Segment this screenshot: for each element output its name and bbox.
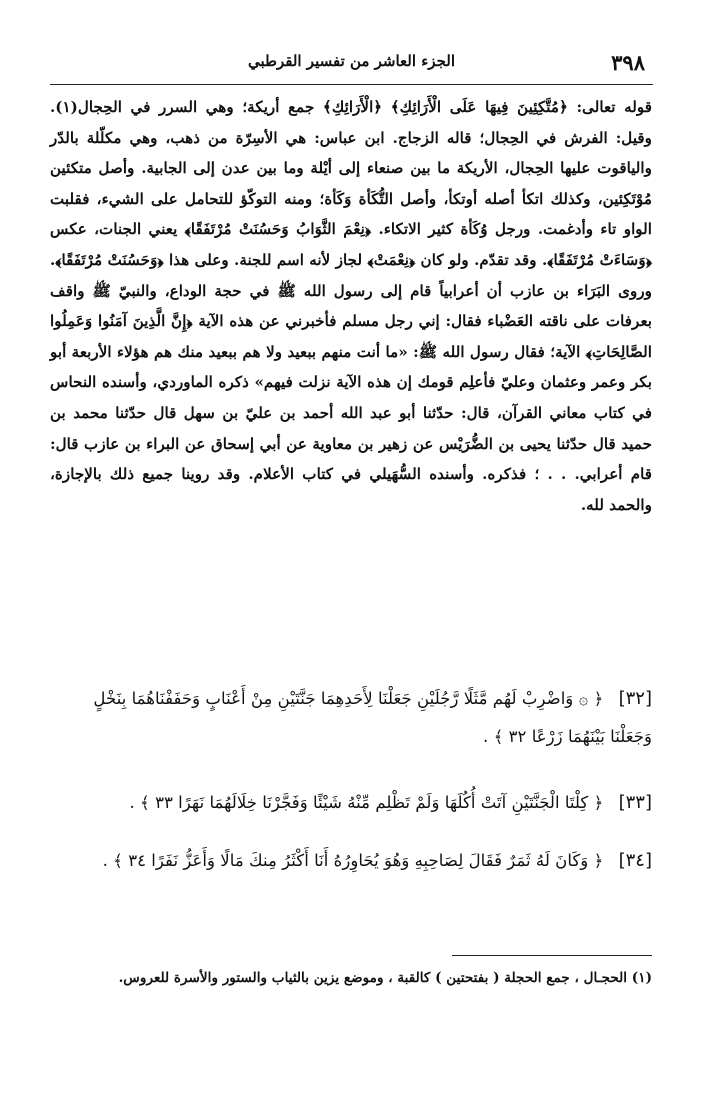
verse-number: [٣٣]	[618, 792, 652, 813]
page-header	[50, 44, 653, 85]
footnote: (١) الحجـال ، جمع الحجلة ( بفتحتين ) كالقبة ، وموضع يزين بالثياب والستور والأسرة للعروس.	[118, 970, 652, 986]
verse-number: [٣٢]	[618, 688, 652, 709]
verse-34	[58, 842, 652, 880]
footnote-divider	[452, 955, 652, 956]
running-title: الجزء العاشر من تفسير القرطبي	[248, 52, 455, 70]
page-number: ٣٩٨	[611, 50, 645, 75]
verse-text: ﴿ وَكَانَ لَهُ ثَمَرٌ فَقَالَ لِصَاحِبِهِ وَهُوَ يُحَاوِرُهُ أَنَا أَكْثَرُ مِنكَ مَالًا وَأَعَزُّ نَفَرًا ٣٤ ﴾ .	[102, 851, 604, 870]
verse-32	[58, 680, 652, 756]
verse-number: [٣٤]	[618, 850, 652, 871]
verse-33	[58, 784, 652, 822]
verse-text: ﴿ كِلْتَا الْجَنَّتَيْنِ آتَتْ أُكُلَهَا وَلَمْ تَظْلِم مِّنْهُ شَيْئًا وَفَجَّرْنَا خِلَالَهُمَا نَهَرًا ٣٣ ﴾ .	[129, 793, 604, 812]
commentary-paragraph: قوله تعالى: ﴿مُتَّكِئِينَ فِيهَا عَلَى الْأَرَائِكِ﴾ ﴿الْأَرَائِكِ﴾ جمع أريكة؛ وهي السرر في الحِجال(١). وقيل: الفرش في الحِجال؛ قاله الزجاج. ابن عباس: هي الأسِرّة من ذهب، وهي مكلّلة بالدّر والياقوت عليها الحِجال، الأريكة ما بين صنعاء إلى أيْلة وما بين عدن إلى الجابية. وأصل متكئين مُوْتَكِئين، وكذلك اتكأ أصله أوتكأ، وأصل التُّكَأة وَكَأة؛ ومنه التوكّؤ للتحامل على الشيء، فقلبت الواو تاء وأدغمت. ورجل وُكَأة كثير الاتكاء. ﴿نِعْمَ الثَّوَابُ وَحَسُنَتْ مُرْتَفَقًا﴾ يعني الجنات، عكس ﴿وَسَاءَتْ مُرْتَفَقًا﴾. وقد تقدّم. ولو كان ﴿نِعْمَتْ﴾ لجاز لأنه اسم للجنة. وعلى هذا ﴿وَحَسُنَتْ مُرْتَفَقًا﴾. وروى البَرَاء بن عازب أن أعرابياً قام إلى رسول الله ﷺ في حجة الوداع، والنبيّ ﷺ واقف بعرفات على ناقته العَضْباء فقال: إني رجل مسلم فأخبرني عن هذه الآية ﴿إِنَّ الَّذِينَ آمَنُوا وَعَمِلُوا الصَّالِحَاتِ﴾ الآية؛ فقال رسول الله ﷺ: «ما أنت منهم ببعيد ولا هم ببعيد منك هم هؤلاء الأربعة أبو بكر وعمر وعثمان وعليّ فأعلِم قومك إن هذه الآية نزلت فيهم» ذكره الماوردي، وأسنده النحاس في كتاب معاني القرآن، قال: حدّثنا أبو عبد الله أحمد بن عليّ بن سهل قال حدّثنا محمد بن حميد قال حدّثنا يحيى بن الضُّرَيْس عن زهير بن معاوية عن أبي إسحاق عن البراء بن عازب قال: قام أعرابي. . . ؛ فذكره. وأسنده السُّهَيلي في كتاب الأعلام. وقد روينا جميع ذلك بالإجازة، والحمد لله.	[50, 98, 652, 514]
verse-text: ﴿ ۞ وَاضْرِبْ لَهُم مَّثَلًا رَّجُلَيْنِ جَعَلْنَا لِأَحَدِهِمَا جَنَّتَيْنِ مِنْ أَعْنَابٍ وَحَفَفْنَاهُمَا بِنَخْلٍ وَجَعَلْنَا بَيْنَهُمَا زَرْعًا ٣٢ ﴾ .	[93, 689, 652, 746]
